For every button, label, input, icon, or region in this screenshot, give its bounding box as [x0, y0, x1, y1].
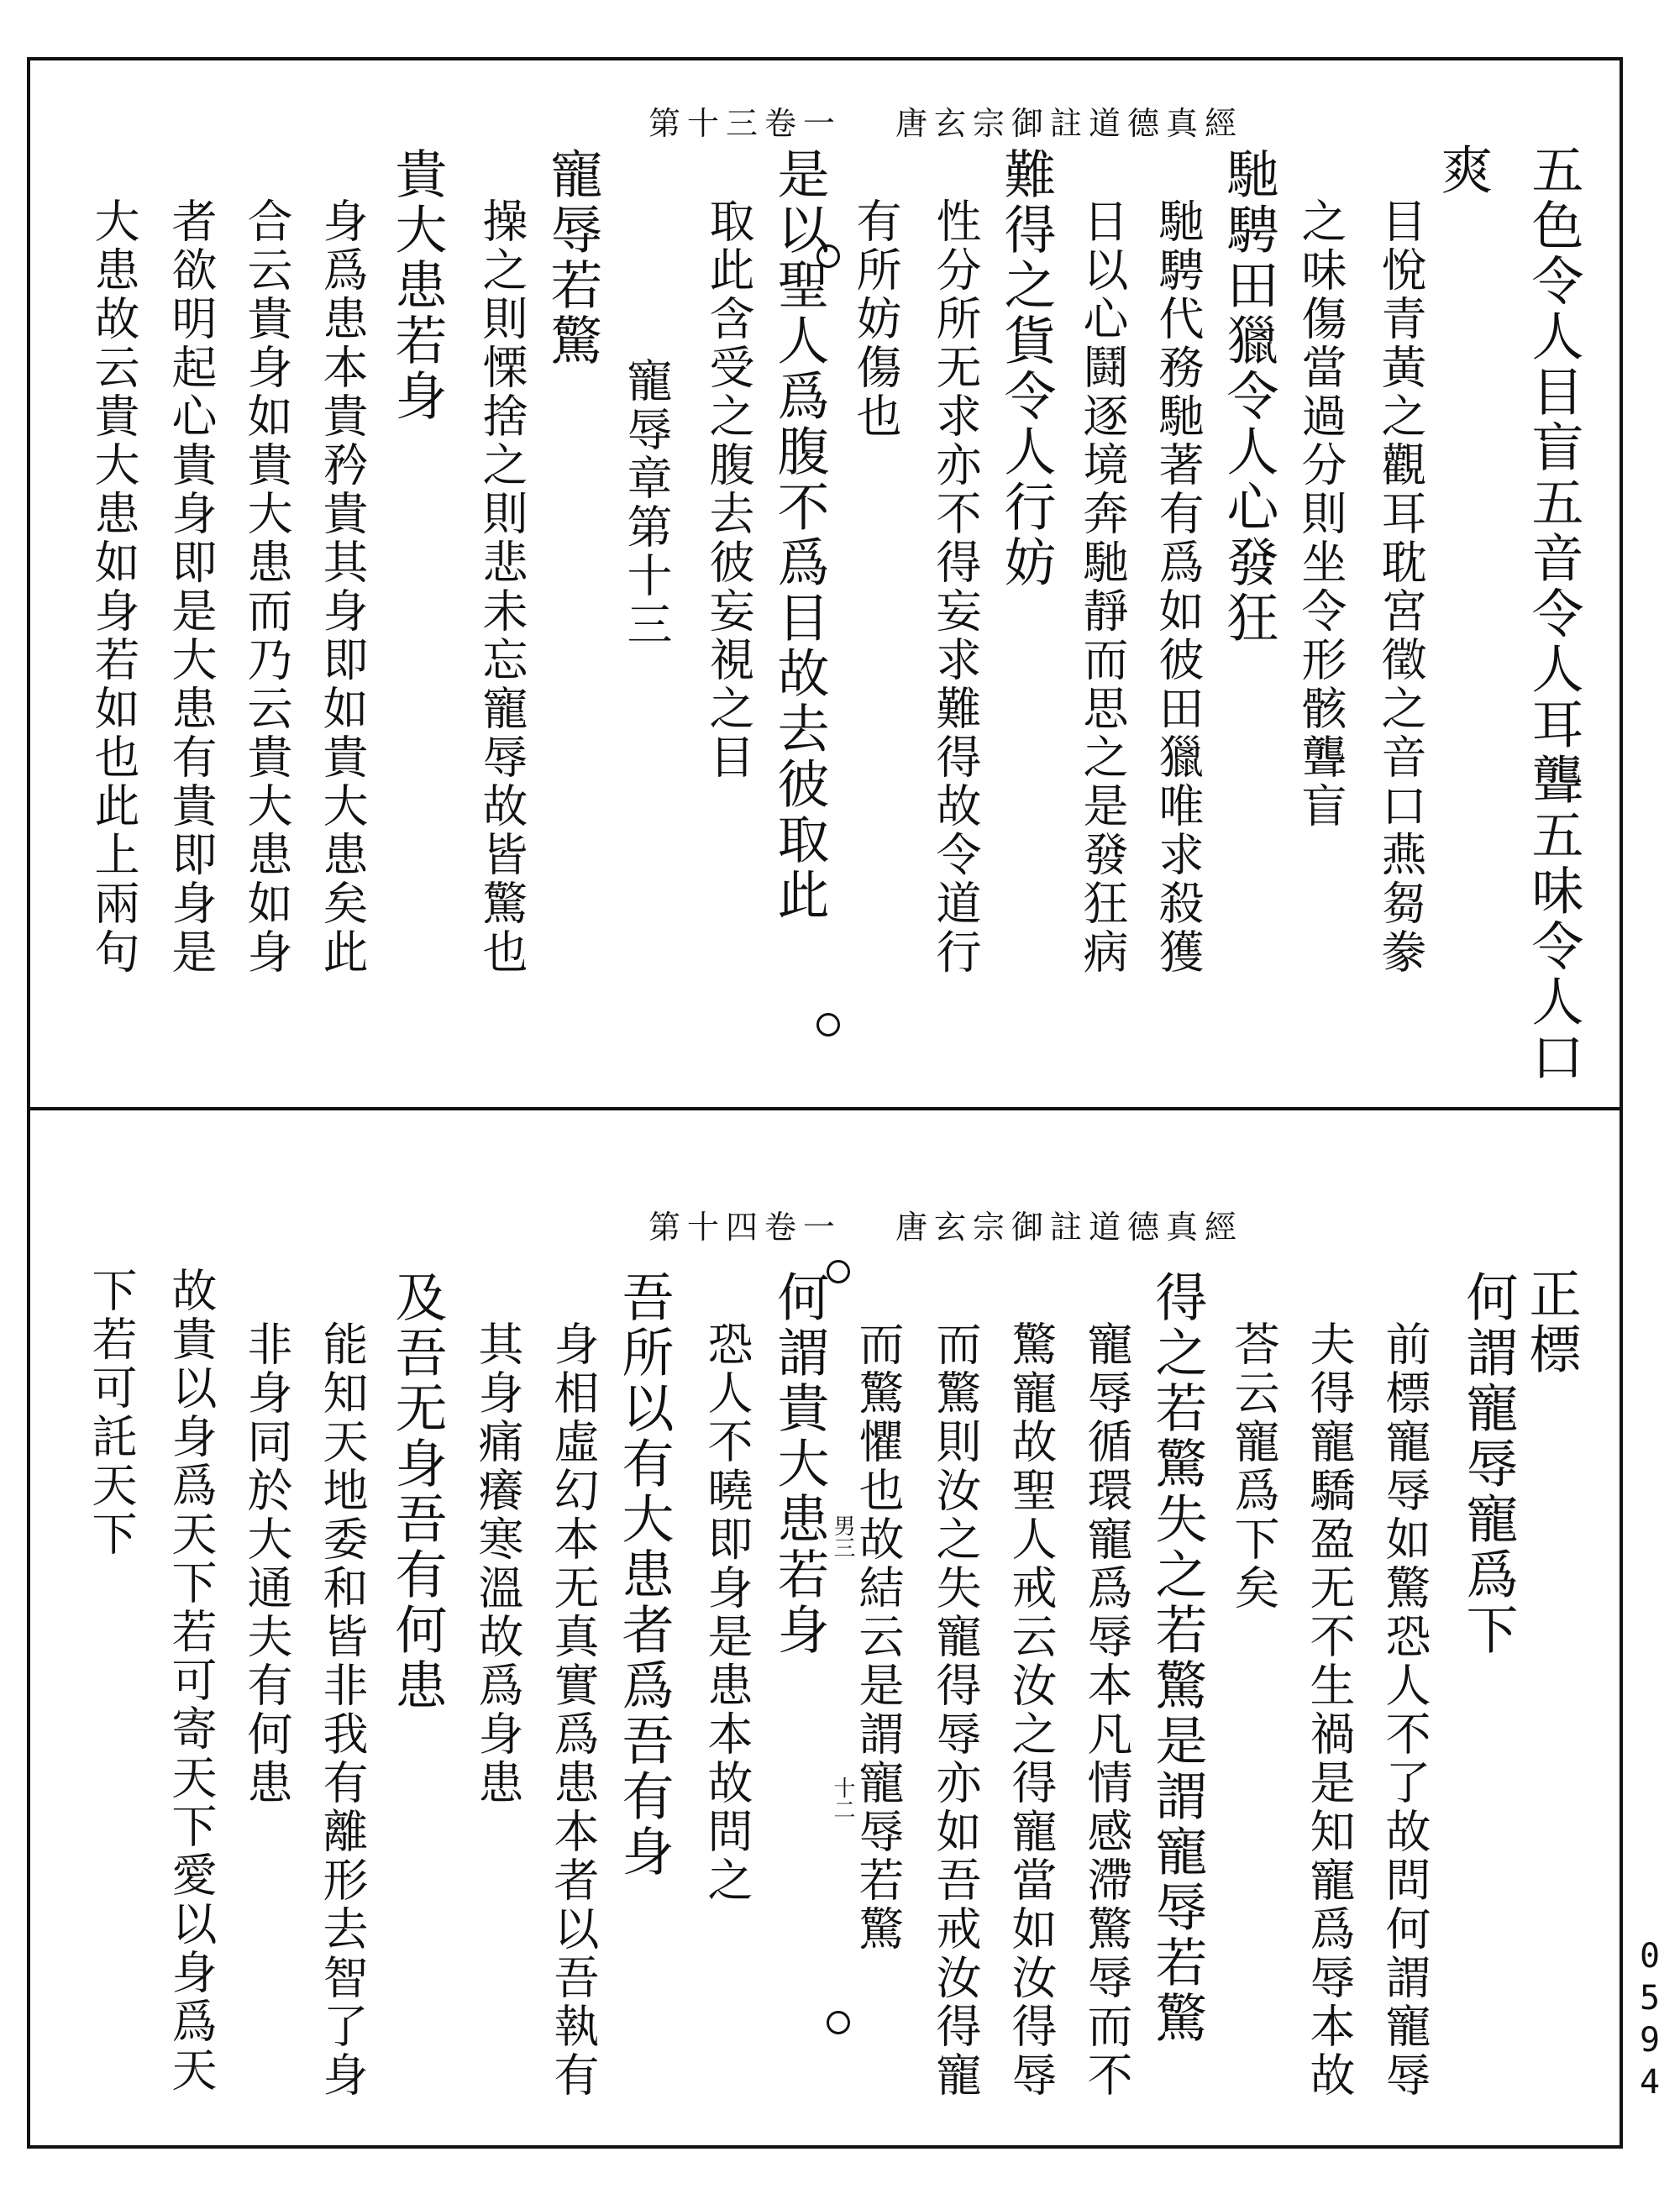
marginal-mark: 男三	[830, 1514, 855, 1558]
bottom-col-14: 身相虛幻本无真實爲患本者以吾執有	[547, 1320, 600, 2100]
bottom-col-20: 下若可託天下	[85, 1267, 138, 1559]
top-col-12: 取此含受之腹去彼妄視之目	[702, 197, 755, 782]
bottom-col-9: 而驚則汝之失寵得辱亦如吾戒汝得寵	[929, 1320, 982, 2100]
top-col-17: 身爲患本貴矜貴其身即如貴大患矣此	[316, 197, 369, 977]
top-header	[504, 97, 1243, 144]
bottom-col-6: 得之若驚失之若驚是謂寵辱若驚	[1147, 1270, 1208, 2046]
page-number: 0594	[1630, 1937, 1669, 2105]
bottom-col-12: 恐人不曉即身是患本故問之	[701, 1320, 753, 1905]
top-col-19: 者欲明起心貴身即是大患有貴即身是	[165, 197, 218, 977]
bottom-col-15: 其身痛癢寒溫故爲身患	[471, 1320, 524, 1808]
top-col-18: 合云貴身如貴大患而乃云貴大患如身	[240, 197, 293, 977]
top-col-11: 是以聖人爲腹不爲目故去彼取此	[769, 147, 830, 923]
bottom-col-1: 正標	[1520, 1267, 1582, 1378]
bottom-col-18: 非身同於大通夫有何患	[240, 1320, 293, 1808]
leaf-mark: 十二	[830, 1777, 855, 1820]
top-col-3: 目悅青黃之觀耳耽宮徵之音口燕芻豢	[1374, 197, 1427, 977]
top-col-8: 難得之貨令人行妨	[995, 147, 1057, 590]
top-col-7: 日以心鬪逐境奔馳靜而思之是發狂病	[1076, 197, 1129, 977]
top-col-4: 之味傷當過分則坐令形骸聾盲	[1294, 197, 1347, 831]
bottom-col-11: 何謂貴大患若身	[769, 1270, 830, 1658]
top-col-1: 五色令人目盲五音令人耳聾五味令人口	[1523, 143, 1584, 1085]
bottom-col-8: 驚寵故聖人戒云汝之得寵當如汝得辱	[1005, 1320, 1058, 2100]
top-col-16: 貴大患若身	[386, 147, 448, 424]
top-col-13: 寵辱章第十三	[620, 357, 673, 649]
top-col-2: 爽	[1432, 143, 1494, 198]
bottom-punch-hole-2	[827, 2011, 850, 2034]
top-col-6: 馳騁代務馳著有爲如彼田獵唯求殺獲	[1152, 197, 1205, 977]
bottom-col-3: 前標寵辱如驚恐人不了故問何謂寵辱	[1378, 1320, 1431, 2100]
bottom-col-13: 吾所以有大患者爲吾有身	[613, 1270, 675, 1880]
top-col-10: 有所妨傷也	[849, 197, 902, 441]
bottom-header-title: 唐玄宗御註道德真經	[895, 1209, 1243, 1246]
bottom-header-juan: 卷一	[764, 1209, 842, 1246]
bottom-col-16: 及吾无身吾有何患	[386, 1270, 448, 1714]
bottom-col-7: 寵辱循環寵爲辱本凡情感滯驚辱而不	[1080, 1320, 1133, 2100]
bottom-col-19: 故貴以身爲天下若可寄天下愛以身爲天	[165, 1267, 218, 2095]
bottom-col-4: 夫得寵驕盈无不生禍是知寵爲辱本故	[1303, 1320, 1356, 2100]
top-header-juan: 卷一	[764, 105, 842, 142]
top-col-9: 性分所无求亦不得妄求難得故令道行	[929, 197, 982, 977]
bottom-col-2: 何謂寵辱寵爲下	[1457, 1270, 1519, 1658]
top-punch-hole-1	[816, 244, 840, 268]
top-header-page: 第十三	[648, 105, 764, 142]
top-punch-hole-2	[816, 1013, 840, 1037]
top-header-title: 唐玄宗御註道德真經	[895, 105, 1243, 142]
bottom-col-10: 而驚懼也故結云是謂寵辱若驚	[852, 1320, 905, 1954]
bottom-header	[504, 1201, 1243, 1247]
top-col-20: 大患故云貴大患如身若如也此上兩句	[87, 197, 140, 977]
top-col-15: 操之則慄捨之則悲未忘寵辱故皆驚也	[475, 197, 528, 977]
top-col-14: 寵辱若驚	[542, 147, 603, 369]
bottom-punch-hole-1	[827, 1260, 850, 1283]
bottom-header-page: 第十四	[648, 1209, 764, 1246]
page-divider	[27, 1107, 1623, 1110]
bottom-col-17: 能知天地委和皆非我有離形去智了身	[316, 1320, 369, 2100]
bottom-col-5: 荅云寵爲下矣	[1227, 1320, 1280, 1613]
top-col-5: 馳騁田獵令人心發狂	[1218, 147, 1279, 646]
